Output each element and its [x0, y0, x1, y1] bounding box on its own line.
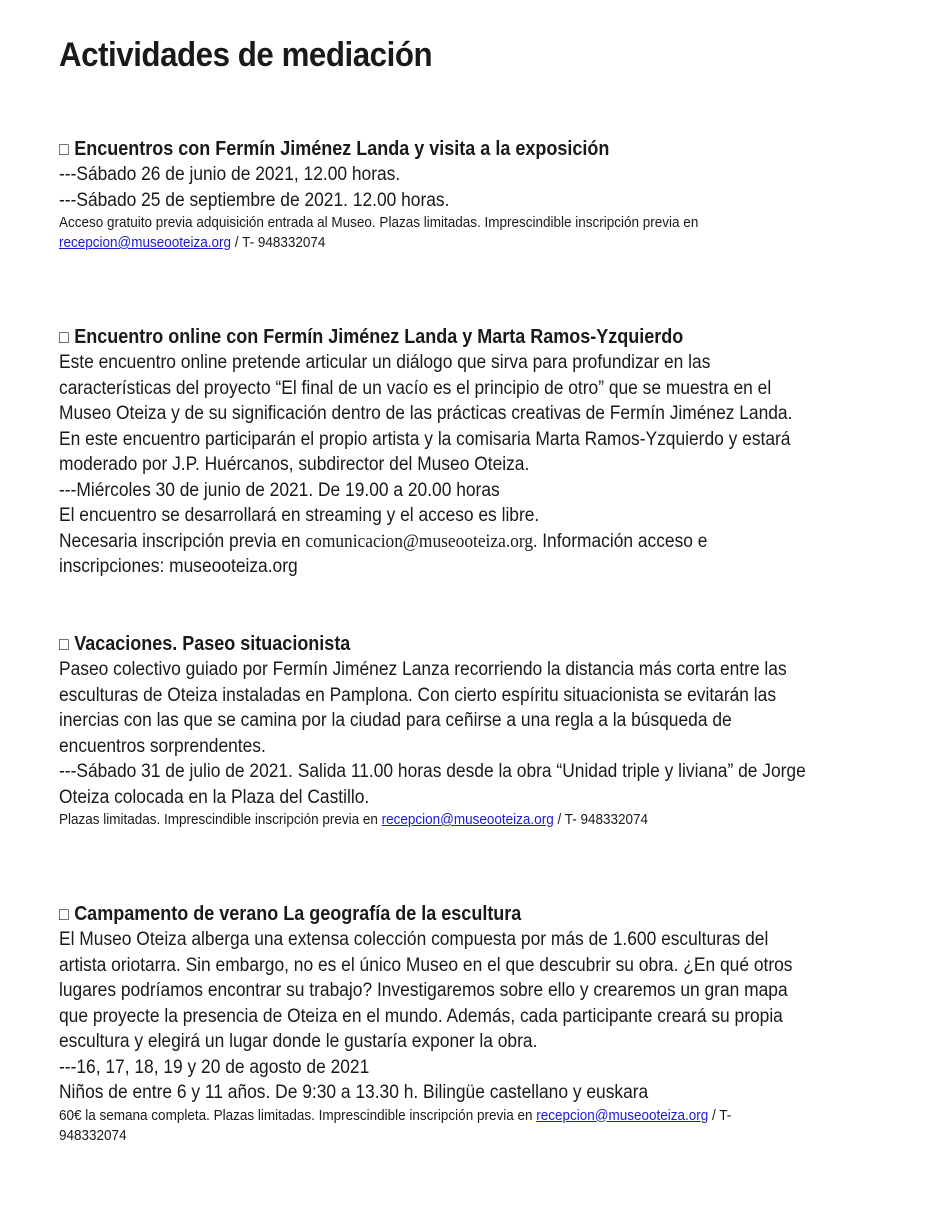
checkbox-icon: □ [59, 139, 69, 159]
section-title-text: Encuentro online con Fermín Jiménez Landa y Marta Ramos-Yzquierdo [74, 326, 684, 348]
description-line: Este encuentro online pretende articular un diálogo que sirva para profundizar en las [59, 352, 711, 373]
description-line: escultura y elegirá un lugar donde le gustaría exponer la obra. [59, 1031, 538, 1052]
checkbox-icon: □ [59, 634, 69, 654]
registration-website: inscripciones: museooteiza.org [59, 556, 298, 577]
phone-number: T- 948332074 [242, 234, 326, 251]
section-title [59, 631, 779, 657]
registration-note [59, 810, 779, 830]
event-date: ---Sábado 26 de junio de 2021, 12.00 horas. [59, 164, 401, 185]
email-link[interactable]: recepcion@museooteiza.org [381, 811, 554, 828]
checkbox-icon: □ [59, 904, 69, 924]
section-title [59, 901, 779, 927]
communication-email: comunicacion@museooteiza.org. [305, 530, 538, 552]
event-date: ---16, 17, 18, 19 y 20 de agosto de 2021 [59, 1056, 370, 1078]
section-title-text: Campamento de verano La geografía de la escultura [74, 903, 522, 925]
section-title [59, 136, 779, 162]
streaming-note: El encuentro se desarrollará en streaming y el acceso es libre. [59, 505, 540, 526]
registration-suffix: Información acceso e [537, 530, 708, 552]
event-date: ---Sábado 31 de julio de 2021. Salida 11.00 horas desde la obra “Unidad triple y liviana” de Jorge [59, 761, 806, 782]
section-title-text: Encuentros con Fermín Jiménez Landa y visita a la exposición [74, 138, 610, 160]
description-line: encuentros sorprendentes. [59, 735, 266, 757]
section-paseo-situacionista [59, 631, 859, 830]
description-line: esculturas de Oteiza instaladas en Pamplona. Con cierto espíritu situacionista se evitarán las [59, 684, 777, 706]
registration-line [59, 529, 791, 555]
description-line: lugares podríamos encontrar su trabajo? Investigaremos sobre ello y crearemos un gran mapa [59, 980, 788, 1001]
section-title-text: Vacaciones. Paseo situacionista [74, 633, 351, 655]
page-title: Actividades de mediación [59, 36, 433, 74]
audience-info: Niños de entre 6 y 11 años. De 9:30 a 13.30 h. Bilingüe castellano y euskara [59, 1082, 649, 1103]
phone-tail: / T- 948332074 [553, 811, 649, 828]
access-note: Acceso gratuito previa adquisición entrada al Museo. Plazas limitadas. Imprescindible inscripción previa en [59, 214, 699, 231]
description-line: En este encuentro participarán el propio artista y la comisaria Marta Ramos-Yzquierdo y estará [59, 428, 791, 450]
description-line: moderado por J.P. Huércanos, subdirector del Museo Oteiza. [59, 454, 530, 475]
event-location: Oteiza colocada en la Plaza del Castillo. [59, 786, 370, 808]
checkbox-icon: □ [59, 327, 69, 347]
note-text: Plazas limitadas. Imprescindible inscripción previa en [59, 811, 382, 828]
section-campamento-verano [59, 901, 859, 1146]
description-line: que proyecte la presencia de Oteiza en el mundo. Además, cada participante creará su propia [59, 1005, 783, 1027]
description-line: características del proyecto “El final de un vacío es el principio de otro” que se muestra en el [59, 377, 772, 399]
event-date: ---Sábado 25 de septiembre de 2021. 12.00 horas. [59, 189, 450, 211]
event-date: ---Miércoles 30 de junio de 2021. De 19.00 a 20.00 horas [59, 479, 500, 501]
note-text: 60€ la semana completa. Plazas limitadas. Imprescindible inscripción previa en [59, 1106, 537, 1124]
description-line: Paseo colectivo guiado por Fermín Jiménez Lanza recorriendo la distancia más corta entre las [59, 659, 787, 680]
section-encuentro-online [59, 324, 859, 580]
registration-prefix: Necesaria inscripción previa en [59, 530, 306, 552]
registration-note [59, 1106, 779, 1126]
section-encuentros-visita [59, 136, 859, 253]
email-link[interactable]: recepcion@museooteiza.org [536, 1106, 709, 1124]
section-title [59, 324, 779, 350]
separator: / [231, 234, 243, 251]
description-line: Museo Oteiza y de su significación dentro de las prácticas creativas de Fermín Jiménez Landa. [59, 403, 793, 424]
phone-tail: / T- [708, 1106, 732, 1124]
email-link[interactable]: recepcion@museooteiza.org [59, 234, 232, 251]
description-line: artista oriotarra. Sin embargo, no es el único Museo en el que descubrir su obra. ¿En qué otros [59, 954, 793, 976]
description-line: inercias con las que se camina por la ciudad para ceñirse a una regla a la búsqueda de [59, 710, 732, 731]
phone-number: 948332074 [59, 1126, 127, 1144]
description-line: El Museo Oteiza alberga una extensa colección compuesta por más de 1.600 esculturas del [59, 929, 769, 950]
contact-line [59, 233, 779, 253]
